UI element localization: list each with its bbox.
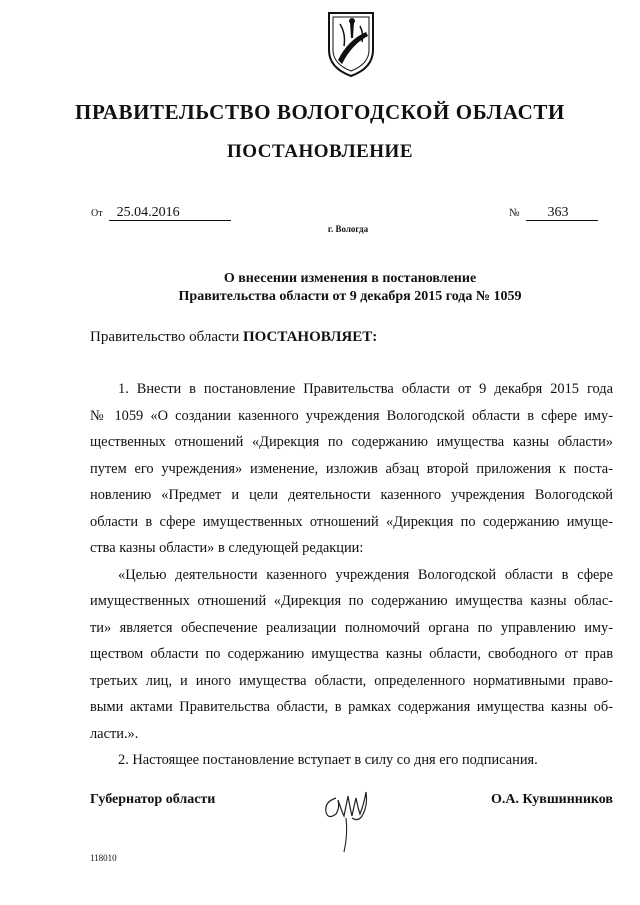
body-line: ти» является обеспечение реализации полномочий органа по управлению иму- [90, 619, 613, 636]
document-subject [0, 270, 640, 306]
signature-block [90, 788, 613, 858]
body-line: имущественных отношений «Дирекция по содержанию имущества казны облас- [90, 593, 613, 609]
coat-of-arms-emblem [326, 10, 376, 78]
subject-line: Правительства области от 9 декабря 2015 года № 1059 [178, 289, 522, 304]
subject-line: О внесении изменения в постановление [223, 271, 477, 286]
signatory-name: О.А. Кувшинников [490, 792, 613, 807]
document-code: 118010 [90, 853, 117, 863]
preamble [90, 329, 377, 346]
document-number: 363 [526, 205, 598, 221]
body-line: щественных отношений «Дирекция по содержанию имущества казны области» [90, 434, 613, 450]
body-line: области в сфере имущественных отношений «Дирекция по содержанию имуще- [90, 513, 613, 530]
body-line: ласти.». [90, 725, 139, 742]
body-line: № 1059 «О создании казенного учреждения Вологодской области в сфере иму- [90, 407, 613, 424]
body-line: путем его учреждения» изменение, изложив абзац второй приложения к поста- [90, 460, 613, 477]
government-title: ПРАВИТЕЛЬСТВО ВОЛОГОДСКОЙ ОБЛАСТИ [75, 100, 565, 124]
handwritten-signature [318, 778, 378, 856]
date-field [91, 204, 231, 221]
preamble-emphasis: ПОСТАНОВЛЯЕТ: [242, 329, 378, 345]
number-prefix: № [509, 207, 520, 219]
document-date: 25.04.2016 [109, 205, 231, 221]
document-type: ПОСТАНОВЛЕНИЕ [226, 141, 414, 162]
body-line: ства казны области» в следующей редакции: [90, 540, 364, 556]
preamble-text: Правительство области [90, 329, 240, 345]
body-line: «Целью деятельности казенного учреждения Вологодской области в сфере [118, 566, 613, 583]
body-line: 1. Внести в постановление Правительства области от 9 декабря 2015 года [118, 381, 613, 397]
document-body [90, 376, 613, 774]
body-line: третьих лиц, и иного имущества области, определенного нормативными право- [90, 672, 613, 689]
body-line: выми актами Правительства области, в рамках содержания имущества казны об- [90, 699, 613, 715]
body-line: новлению «Предмет и цели деятельности казенного учреждения Вологодской [90, 487, 613, 503]
body-line: ществом области по содержанию имущества казны области, свободного от прав [90, 646, 613, 662]
number-field [509, 204, 598, 221]
city-label: г. Вологда [327, 224, 369, 234]
date-prefix: От [91, 208, 103, 219]
signatory-title: Губернатор области [90, 792, 216, 807]
body-line: 2. Настоящее постановление вступает в силу со дня его подписания. [118, 752, 538, 768]
